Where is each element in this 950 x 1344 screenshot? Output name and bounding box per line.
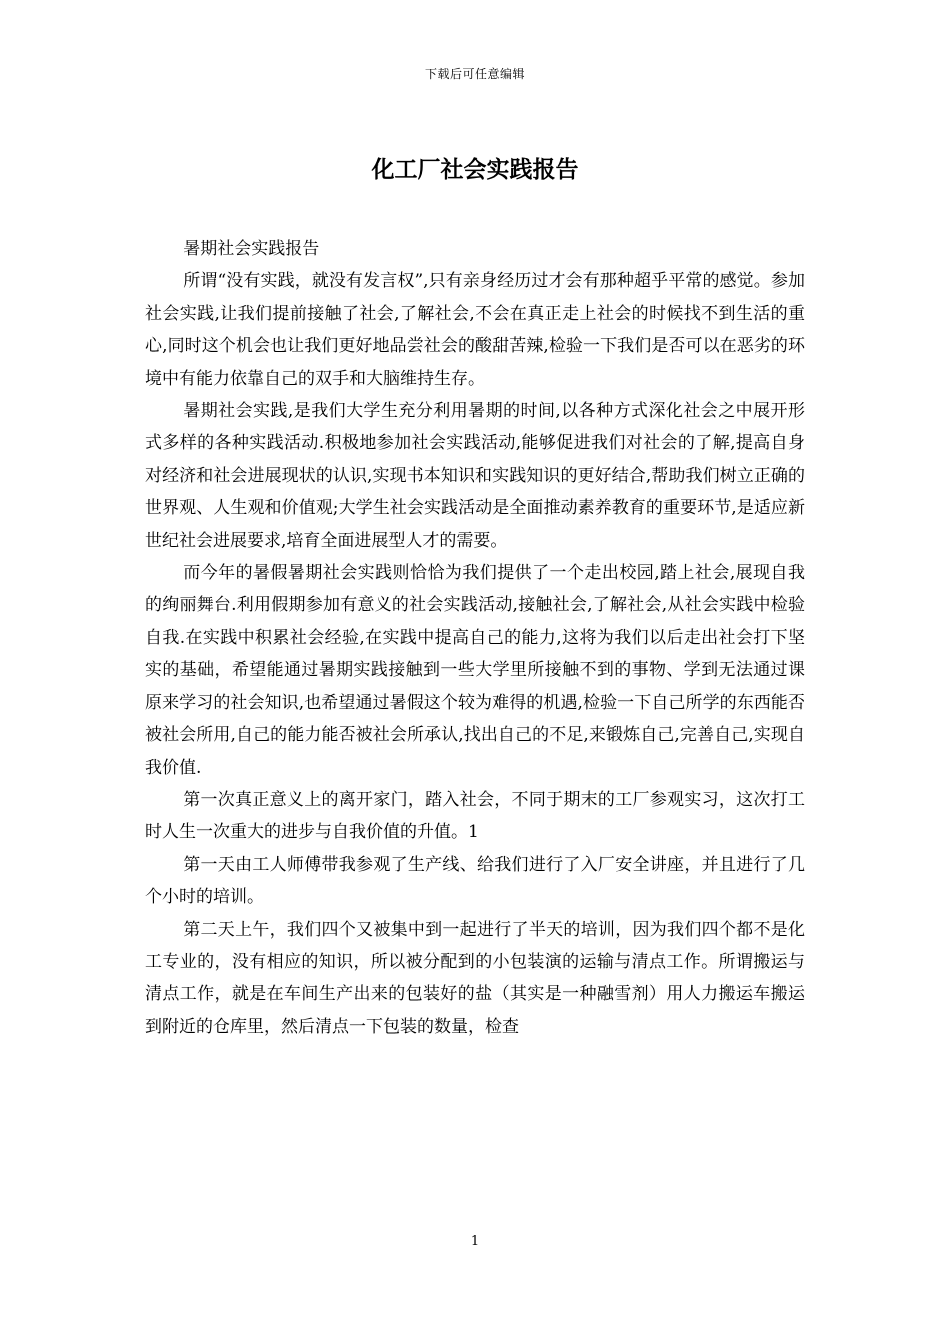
document-title: 化工厂社会实践报告 [371, 156, 579, 183]
paragraph: 暑期社会实践,是我们大学生充分利用暑期的时间,以各种方式深化社会之中展开形式多样的各种实践活动.积极地参加社会实践活动,能够促进我们对社会的了解,提高自身对经济和社会进展现状的认识,实现书本知识和实践知识的更好结合,帮助我们树立正确的世界观、人生观和价值观;大学生社会实践活动是全面推动素养教育的重要环节,是适应新世纪社会进展要求,培育全面进展型人才的需要。 [145, 401, 805, 551]
paragraph: 第一次真正意义上的离开家门，踏入社会，不同于期末的工厂参观实习，这次打工时人生一次重大的进步与自我价值的升值。1 [145, 789, 805, 843]
page-number: 1 [470, 1234, 480, 1249]
page-header-note: 下载后可任意编辑 [424, 67, 525, 81]
paragraph: 所谓“没有实践，就没有发言权”,只有亲身经历过才会有那种超乎平常的感觉。参加社会实践,让我们提前接触了社会,了解社会,不会在真正走上社会的时候找不到生活的重心,同时这个机会也让我们更好地品尝社会的酸甜苦辣,检验一下我们是否可以在恶劣的环境中有能力依靠自己的双手和大脑维持生存。 [145, 271, 805, 389]
paragraph: 第一天由工人师傅带我参观了生产线、给我们进行了入厂安全讲座，并且进行了几个小时的培训。 [145, 854, 805, 908]
document-body [145, 233, 805, 1043]
paragraph: 而今年的暑假暑期社会实践则恰恰为我们提供了一个走出校园,踏上社会,展现自我的绚丽舞台.利用假期参加有意义的社会实践活动,接触社会,了解社会,从社会实践中检验自我.在实践中积累社会经验,在实践中提高自己的能力,这将为我们以后走出社会打下坚实的基础，希望能通过暑期实践接触到一些大学里所接触不到的事物、学到无法通过课原来学习的社会知识,也希望通过暑假这个较为难得的机遇,检验一下自己所学的东西能否被社会所用,自己的能力能否被社会所承认,找出自己的不足,来锻炼自己,完善自己,实现自我价值. [145, 563, 805, 778]
paragraph: 第二天上午，我们四个又被集中到一起进行了半天的培训，因为我们四个都不是化工专业的，没有相应的知识，所以被分配到的小包装演的运输与清点工作。所谓搬运与清点工作，就是在车间生产出来的包装好的盐（其实是一种融雪剂）用人力搬运车搬运到附近的仓库里，然后清点一下包装的数量，检查 [145, 919, 805, 1037]
paragraph-subtitle: 暑期社会实践报告 [183, 239, 320, 259]
